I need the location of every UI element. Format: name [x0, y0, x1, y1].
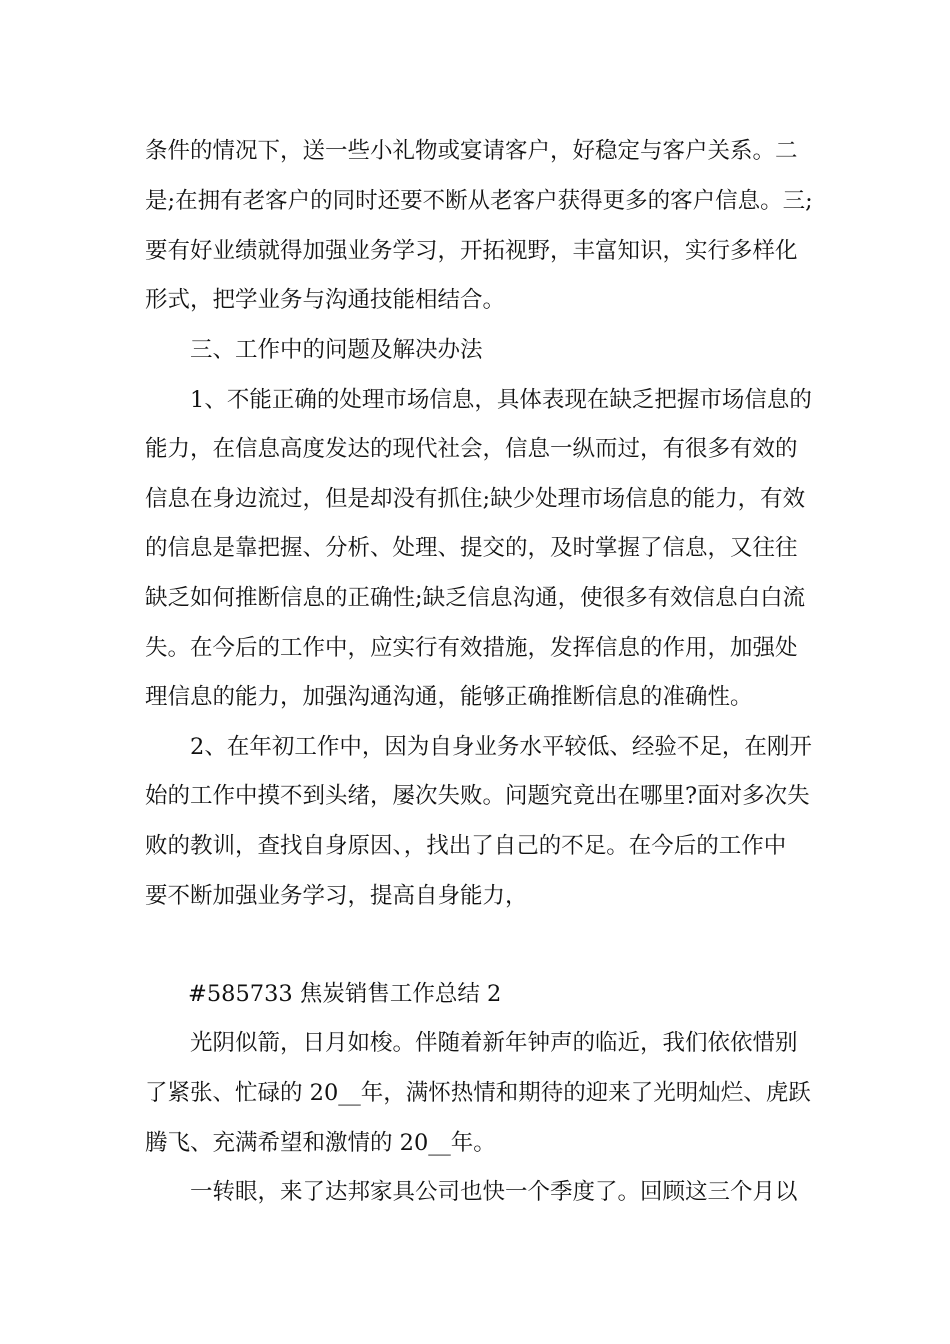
paragraph-line: 一转眼，来了达邦家具公司也快一个季度了。回顾这三个月以: [190, 1179, 798, 1205]
paragraph-line: 条件的情况下，送一些小礼物或宴请客户，好稳定与客户关系。二: [145, 138, 798, 164]
paragraph-line: 败的教训，查找自身原因、，找出了自己的不足。在今后的工作中: [145, 833, 787, 859]
paragraph-line: 的信息是靠把握、分析、处理、提交的，及时掌握了信息，又往往: [145, 535, 798, 561]
paragraph-line: 1、不能正确的处理市场信息，具体表现在缺乏把握市场信息的: [190, 387, 812, 413]
paragraph-line: 理信息的能力，加强沟通沟通，能够正确推断信息的准确性。: [145, 684, 753, 710]
paragraph-line: 始的工作中摸不到头绪，屡次失败。问题究竟出在哪里?面对多次失: [145, 783, 810, 809]
paragraph-line: 失。在今后的工作中，应实行有效措施，发挥信息的作用，加强处: [145, 635, 798, 661]
paragraph-line: 是;在拥有老客户的同时还要不断从老客户获得更多的客户信息。三;: [145, 188, 813, 214]
paragraph-line: 腾飞、充满希望和激情的 20__年。: [145, 1130, 496, 1156]
paragraph-line: 了紧张、忙碌的 20__年，满怀热情和期待的迎来了光明灿烂、虎跃: [145, 1080, 811, 1106]
paragraph-line: 光阴似箭，日月如梭。伴随着新年钟声的临近，我们依依惜别: [190, 1030, 798, 1056]
paragraph-line: 能力，在信息高度发达的现代社会，信息一纵而过，有很多有效的: [145, 436, 798, 462]
paragraph-line: 要不断加强业务学习，提高自身能力，: [145, 883, 528, 909]
paragraph-line: 缺乏如何推断信息的正确性;缺乏信息沟通，使很多有效信息白白流: [145, 585, 806, 611]
paragraph-line: 形式，把学业务与沟通技能相结合。: [145, 287, 506, 313]
section-heading: 三、工作中的问题及解决办法: [190, 337, 483, 363]
paragraph-line: 2、在年初工作中，因为自身业务水平较低、经验不足，在刚开: [190, 734, 812, 760]
paragraph-line: 信息在身边流过，但是却没有抓住;缺少处理市场信息的能力，有效: [145, 486, 806, 512]
document-title: #585733 焦炭销售工作总结 2: [188, 981, 502, 1007]
paragraph-line: 要有好业绩就得加强业务学习，开拓视野，丰富知识，实行多样化: [145, 238, 798, 264]
